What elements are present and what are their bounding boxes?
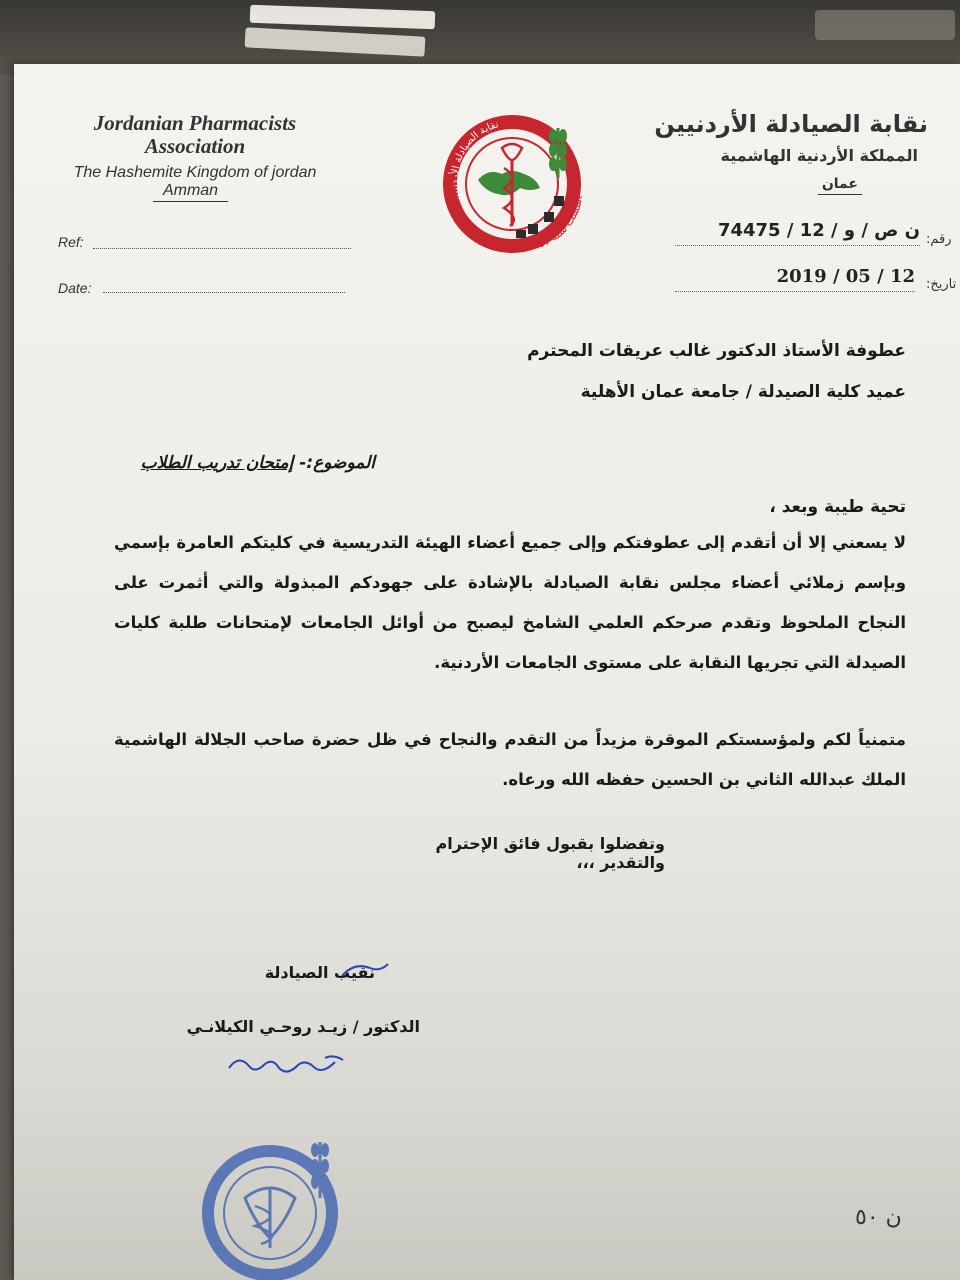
subject-label: الموضوع:- (299, 453, 375, 473)
date-label: Date: (58, 280, 92, 296)
org-name-ar: نقابة الصيادلة الأردنيين (654, 110, 928, 138)
official-stamp (195, 1128, 365, 1280)
reference-number: ن ص / و / 12 / 74475 (675, 220, 920, 246)
logo-ring-text: نقابة الصيادلة الأردنيين (449, 119, 500, 203)
greeting: تحية طيبة وبعد ، (769, 497, 906, 517)
closing: وتفضلوا بقبول فائق الإحترام والتقدير ،،، (435, 834, 665, 872)
association-logo (440, 108, 590, 258)
addressee: عطوفة الأستاذ الدكتور غالب عريقات المحترم (527, 341, 906, 361)
ref-dotted-line (93, 248, 351, 249)
light-glare (815, 10, 955, 40)
signer-title: نقيب الصيادلة (264, 963, 375, 982)
signer-name: الدكتور / زيـد روحـي الكيلانـي (186, 1017, 420, 1036)
date-dotted-line (103, 292, 345, 293)
page-code: ن ٥٠ (855, 1205, 902, 1230)
subject-line (120, 453, 375, 473)
kingdom-name-ar: المملكة الأردنية الهاشمية (720, 146, 918, 165)
date-label-ar: تاريخ: (926, 277, 957, 292)
body-paragraph-1: لا يسعني إلا أن أتقدم إلى عطوفتكم وإلى جميع أعضاء الهيئة التدريسية في كليتكم العامرة بإسمي وبإسم زملائي أعضاء مجلس نقابة الصيادلة بالإشادة على جهودكم المبذولة والتي أثمرت على النجاح الملحوظ وتقدم صرحكم العلمي الشامخ ليصبح من أوائل الجامعات لإمتحانات طلبة كليات الصيدلة التي تجريها النقابة على مستوى الجامعات الأردنية. (114, 533, 906, 672)
org-name-en: Jordanian Pharmacists Association (93, 111, 297, 158)
letter-date: 2019 / 05 / 12 (675, 266, 915, 292)
ref-label: Ref: (58, 234, 84, 250)
addressee-title: عميد كلية الصيدلة / جامعة عمان الأهلية (580, 382, 906, 402)
body-paragraph-2: متمنياً لكم ولمؤسستكم الموقرة مزيداً من التقدم والنجاح في ظل حضرة صاحب الجلالة الهاشمية الملك عبدالله الثاني بن الحسين حفظه الله ورعاه. (114, 730, 906, 789)
city-ar: عمان (818, 176, 862, 195)
reference-label-ar: رقم: (926, 232, 952, 247)
logo-year-text: أسست سنة ١٩٥٧ (526, 194, 585, 254)
handwritten-signature (225, 1050, 350, 1080)
subject-value: إمتحان تدريب الطلاب (140, 453, 294, 473)
kingdom-name-en: The Hashemite Kingdom of jordan (73, 164, 317, 181)
city-en: Amman (153, 182, 228, 202)
